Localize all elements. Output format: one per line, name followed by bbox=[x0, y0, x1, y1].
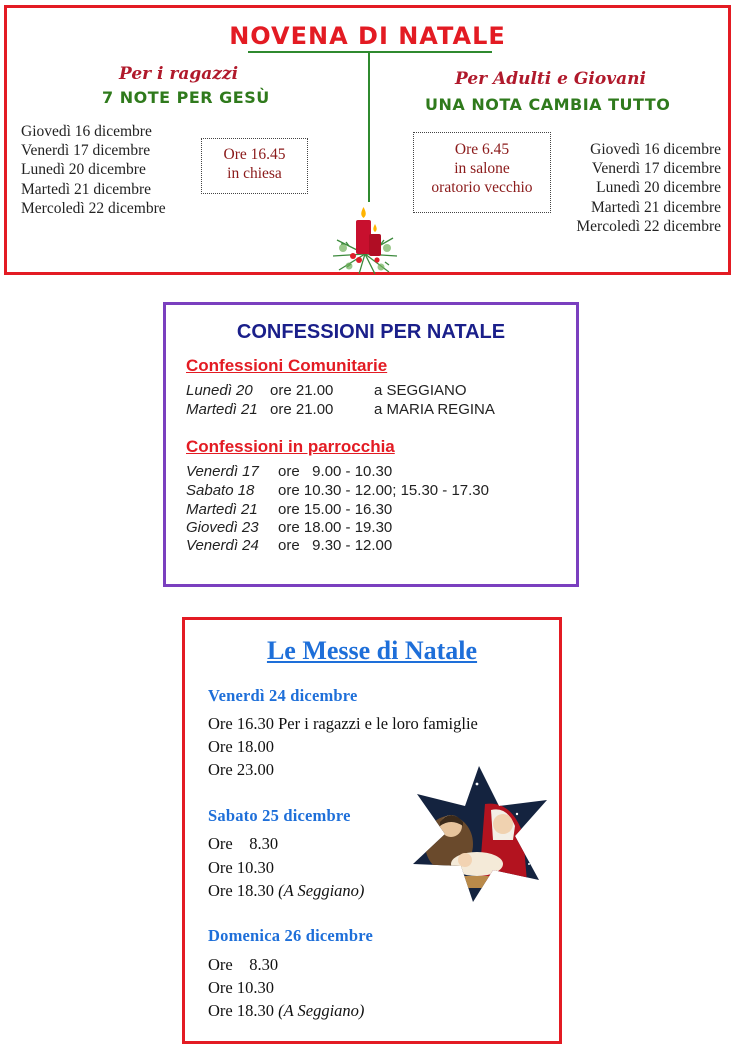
list-item: Giovedì 16 dicembre bbox=[21, 123, 152, 140]
mass-time: Ore 8.30 bbox=[208, 834, 279, 853]
list-item: Venerdì 17 dicembre bbox=[591, 160, 721, 178]
day-heading: Domenica 26 dicembre bbox=[208, 926, 373, 945]
messe-title: Le Messe di Natale bbox=[266, 636, 478, 665]
list-item bbox=[186, 463, 393, 481]
list-item bbox=[186, 482, 489, 500]
time: ore 9.00 - 10.30 bbox=[278, 463, 393, 480]
list-item: Venerdì 17 dicembre bbox=[21, 142, 151, 160]
kids-subtitle: Per i ragazzi bbox=[119, 64, 239, 84]
mass-time: Ore 18.00 bbox=[208, 737, 274, 756]
day-heading: Sabato 25 dicembre bbox=[208, 806, 351, 825]
list-item bbox=[186, 501, 393, 519]
center-divider bbox=[368, 52, 370, 202]
list-item: Mercoledì 22 dicembre bbox=[21, 199, 166, 217]
adults-time-box bbox=[413, 132, 551, 213]
list-item: Mercoledì 22 dicembre bbox=[576, 217, 721, 235]
kids-date-list bbox=[21, 122, 166, 218]
time-line: Ore 6.45 bbox=[454, 141, 510, 158]
day: Giovedì 23 bbox=[186, 519, 259, 536]
time: ore 21.00 bbox=[270, 382, 334, 399]
list-item: Giovedì 16 dicembre bbox=[590, 141, 721, 158]
day: Martedì 21 bbox=[186, 401, 258, 418]
place-line: oratorio vecchio bbox=[431, 179, 533, 196]
mass-time bbox=[208, 881, 364, 901]
place-line: in salone bbox=[454, 160, 510, 177]
comunitarie-heading: Confessioni Comunitarie bbox=[186, 356, 388, 375]
time: ore 15.00 - 16.30 bbox=[278, 501, 393, 518]
time: ore 18.00 - 19.30 bbox=[278, 519, 393, 536]
list-item: Lunedì 20 dicembre bbox=[21, 161, 146, 179]
adults-title: UNA NOTA CAMBIA TUTTO bbox=[425, 95, 671, 114]
kids-time-box bbox=[201, 138, 308, 194]
mass-time: Ore 8.30 bbox=[208, 955, 279, 974]
day: Venerdì 24 bbox=[186, 537, 259, 554]
confessioni-title: CONFESSIONI PER NATALE bbox=[236, 321, 506, 343]
novena-box bbox=[4, 5, 731, 275]
place: a MARIA REGINA bbox=[374, 401, 495, 418]
day: Sabato 18 bbox=[186, 482, 255, 499]
list-item: Martedì 21 dicembre bbox=[21, 180, 151, 198]
mass-time: Ore 10.30 bbox=[208, 978, 274, 997]
novena-title: NOVENA DI NATALE bbox=[229, 22, 506, 50]
adults-date-list bbox=[576, 140, 721, 236]
christmas-candle-icon bbox=[329, 194, 401, 276]
list-item: Martedì 21 dicembre bbox=[591, 198, 721, 216]
kids-title: 7 NOTE PER GESÙ bbox=[102, 88, 270, 107]
list-item bbox=[186, 382, 467, 400]
title-underline bbox=[248, 51, 492, 53]
time-line: Ore 16.45 bbox=[223, 146, 286, 163]
list-item bbox=[186, 537, 393, 555]
mass-time: Ore 23.00 bbox=[208, 760, 274, 779]
day-heading: Venerdì 24 dicembre bbox=[208, 686, 358, 705]
time: ore 9.30 - 12.00 bbox=[278, 537, 393, 554]
time: ore 10.30 - 12.00; 15.30 - 17.30 bbox=[278, 482, 489, 499]
parrocchia-heading: Confessioni in parrocchia bbox=[186, 437, 395, 456]
mass-time: Ore 16.30 Per i ragazzi e le loro famiglie bbox=[208, 714, 478, 733]
mass-time bbox=[208, 1001, 364, 1021]
list-item: Lunedì 20 dicembre bbox=[596, 179, 721, 197]
list-item bbox=[186, 401, 495, 419]
mass-location-note: (A Seggiano) bbox=[278, 1001, 365, 1020]
place-line: in chiesa bbox=[227, 165, 282, 182]
mass-time-text: Ore 18.30 bbox=[208, 1001, 279, 1020]
mass-location-note: (A Seggiano) bbox=[278, 881, 365, 900]
adults-subtitle: Per Adulti e Giovani bbox=[455, 69, 646, 89]
mass-time-text: Ore 18.30 bbox=[208, 881, 279, 900]
day: Venerdì 17 bbox=[186, 463, 259, 480]
place: a SEGGIANO bbox=[374, 382, 467, 399]
day: Lunedì 20 bbox=[186, 382, 253, 399]
messe-box bbox=[182, 617, 562, 1044]
confessioni-box bbox=[163, 302, 579, 587]
day: Martedì 21 bbox=[186, 501, 258, 518]
list-item bbox=[186, 519, 393, 537]
nativity-star-icon bbox=[407, 764, 552, 904]
time: ore 21.00 bbox=[270, 401, 334, 418]
mass-time: Ore 10.30 bbox=[208, 858, 274, 877]
